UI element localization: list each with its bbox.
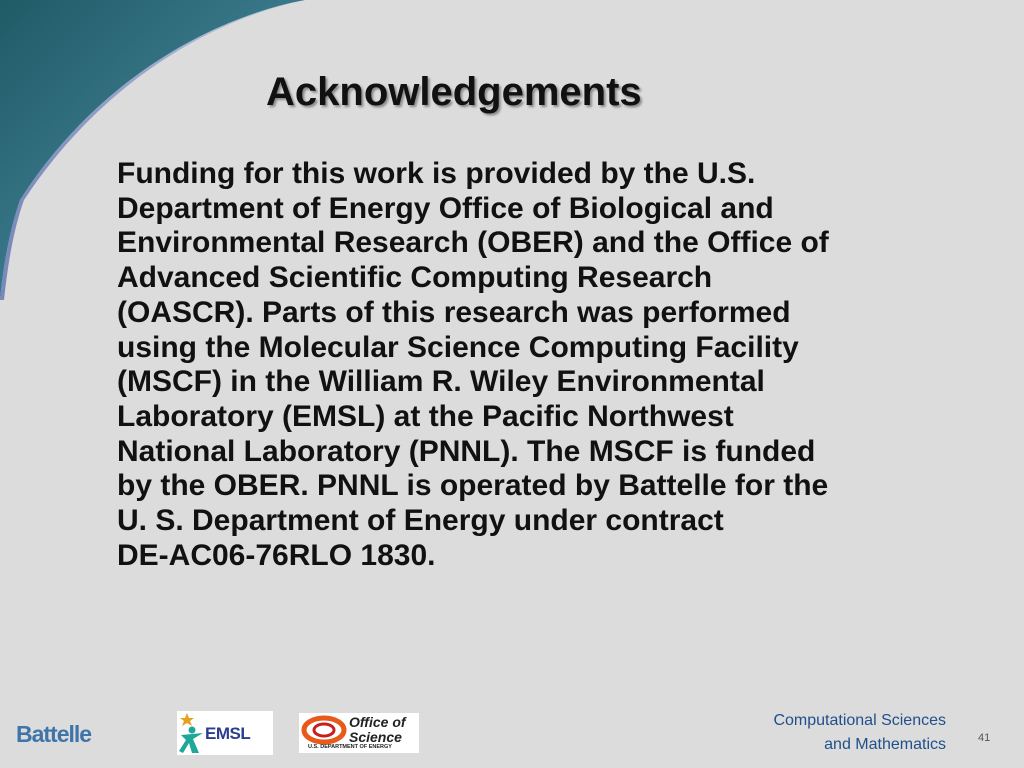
paragraph-line: by the OBER. PNNL is operated by Battelle for the [117, 469, 829, 503]
paragraph-line: (MSCF) in the William R. Wiley Environmental [117, 365, 765, 399]
paragraph-line: National Laboratory (PNNL). The MSCF is funded [117, 434, 816, 468]
paragraph-line: using the Molecular Science Computing Facility [117, 330, 799, 364]
footer-organization [773, 709, 946, 757]
acknowledgement-paragraph [117, 157, 957, 573]
page-number: 41 [978, 732, 991, 744]
office-of-science-line2: Science [349, 729, 402, 745]
footer-org-line1: Computational Sciences [773, 712, 946, 729]
paragraph-line: Department of Energy Office of Biological and [117, 191, 774, 225]
paragraph-line: U. S. Department of Energy under contract [117, 504, 724, 538]
paragraph-line: Funding for this work is provided by the U.S. [117, 157, 756, 190]
paragraph-line: DE-AC06-76RLO 1830. [117, 538, 436, 572]
paragraph-line: Advanced Scientific Computing Research [117, 261, 713, 295]
paragraph-line: Laboratory (EMSL) at the Pacific Northwest [117, 399, 734, 433]
slide-title: Acknowledgements [266, 70, 642, 114]
emsl-logo [177, 711, 273, 755]
emsl-logo-text: EMSL [205, 724, 251, 743]
office-of-science-swirl-icon [301, 714, 347, 746]
office-of-science-logo [299, 713, 419, 753]
emsl-figure-icon [177, 711, 207, 755]
footer-org-line2: and Mathematics [824, 736, 946, 753]
office-of-science-line3: U.S. DEPARTMENT OF ENERGY [308, 744, 392, 750]
battelle-logo: Battelle [16, 721, 92, 747]
paragraph-line: Environmental Research (OBER) and the Office of [117, 226, 829, 260]
office-of-science-line1: Office of [349, 714, 406, 730]
paragraph-line: (OASCR). Parts of this research was performed [117, 295, 791, 329]
